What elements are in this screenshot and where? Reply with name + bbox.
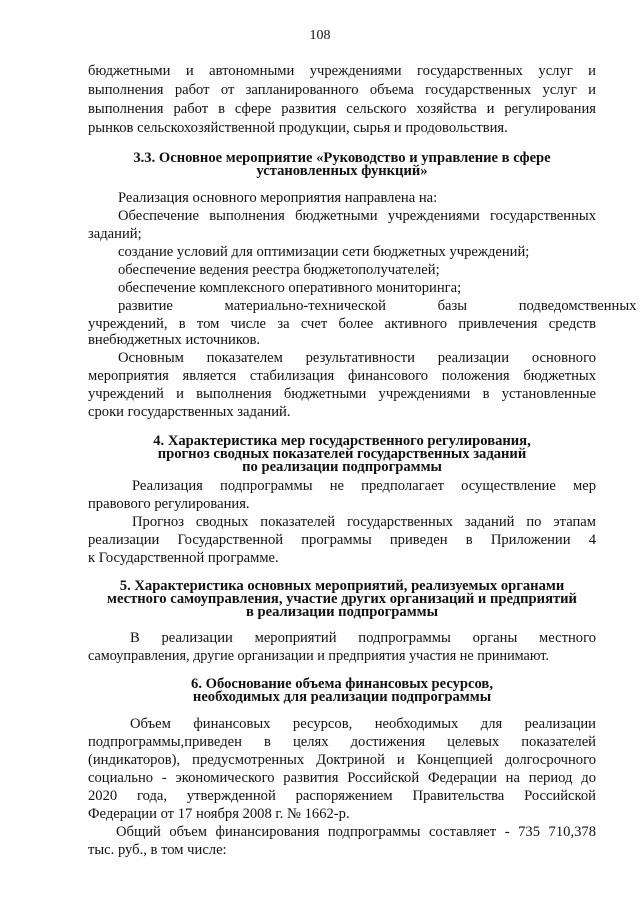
text-line: рынков сельскохозяйственной продукции, сырья и продовольствия. xyxy=(88,120,508,136)
text-line: мероприятия является стабилизация финансового положения бюджетных xyxy=(88,368,596,384)
text-line: к Государственной программе. xyxy=(88,550,279,566)
text-line: социально - экономического развития Российской Федерации на период до xyxy=(88,770,596,786)
page-number: 108 xyxy=(309,28,331,43)
text-line: заданий; xyxy=(88,226,142,242)
text-line: обеспечение ведения реестра бюджетополучателей; xyxy=(118,262,440,278)
text-line: самоуправления, другие организации и предприятия участия не принимают. xyxy=(88,648,549,664)
text-line: 2020 года, утвержденной распоряжением Правительства Российской xyxy=(88,788,596,804)
section-heading: прогноз сводных показателей государственных заданий xyxy=(157,446,527,462)
text-line: внебюджетных источников. xyxy=(88,332,261,348)
text-line: обеспечение комплексного оперативного мониторинга; xyxy=(118,280,462,296)
text-line: развитие материально-технической базы подведомственных xyxy=(118,298,637,314)
text-line: Объем финансовых ресурсов, необходимых для реализации xyxy=(130,716,596,732)
section-heading: местного самоуправления, участие других организаций и предприятий xyxy=(107,591,577,607)
section-heading: 4. Характеристика мер государственного регулирования, xyxy=(153,433,531,449)
text-line: правового регулирования. xyxy=(88,496,250,512)
text-line: бюджетными и автономными учреждениями государственных услуг и xyxy=(88,63,596,79)
text-line: сроки государственных заданий. xyxy=(88,404,291,420)
section-heading: 5. Характеристика основных мероприятий, реализуемых органами xyxy=(119,578,565,594)
text-line: Прогноз сводных показателей государственных заданий по этапам xyxy=(132,514,596,530)
text-line: Федерации от 17 ноября 2008 г. № 1662-р. xyxy=(88,806,350,822)
text-line: выполнения работ в сфере развития сельского хозяйства и регулирования xyxy=(88,101,596,117)
section-heading: по реализации подпрограммы xyxy=(242,459,442,475)
text-line: Реализация основного мероприятия направлена на: xyxy=(118,190,438,206)
section-heading: в реализации подпрограммы xyxy=(246,604,438,620)
text-line: учреждений и выполнения бюджетными учреждениями в установленные xyxy=(88,386,596,402)
text-line: создание условий для оптимизации сети бюджетных учреждений; xyxy=(118,244,530,260)
text-line: реализации Государственной программы приведен в Приложении 4 xyxy=(88,532,596,548)
text-line: (индикаторов), предусмотренных Доктриной и Концепцией долгосрочного xyxy=(88,752,596,768)
text-line: Общий объем финансирования подпрограммы составляет - 735 710,378 xyxy=(116,824,596,840)
section-heading: необходимых для реализации подпрограммы xyxy=(192,689,492,705)
text-line: В реализации мероприятий подпрограммы органы местного xyxy=(130,630,596,646)
text-line: тыс. руб., в том числе: xyxy=(88,842,227,858)
section-heading: 6. Обоснование объема финансовых ресурсов, xyxy=(191,676,493,692)
section-heading: установленных функций» xyxy=(256,163,428,179)
text-line: подпрограммы,приведен в целях достижения целевых показателей xyxy=(88,734,596,750)
section-heading: 3.3. Основное мероприятие «Руководство и управление в сфере xyxy=(133,150,551,166)
text-line: выполнения работ от запланированного объема государственных услуг и xyxy=(88,82,596,98)
text-line: Обеспечение выполнения бюджетными учреждениями государственных xyxy=(118,208,596,224)
text-line: учреждений, в том числе за счет более активного привлечения средств xyxy=(88,316,596,332)
text-line: Реализация подпрограммы не предполагает осуществление мер xyxy=(132,478,596,494)
text-line: Основным показателем результативности реализации основного xyxy=(118,350,596,366)
